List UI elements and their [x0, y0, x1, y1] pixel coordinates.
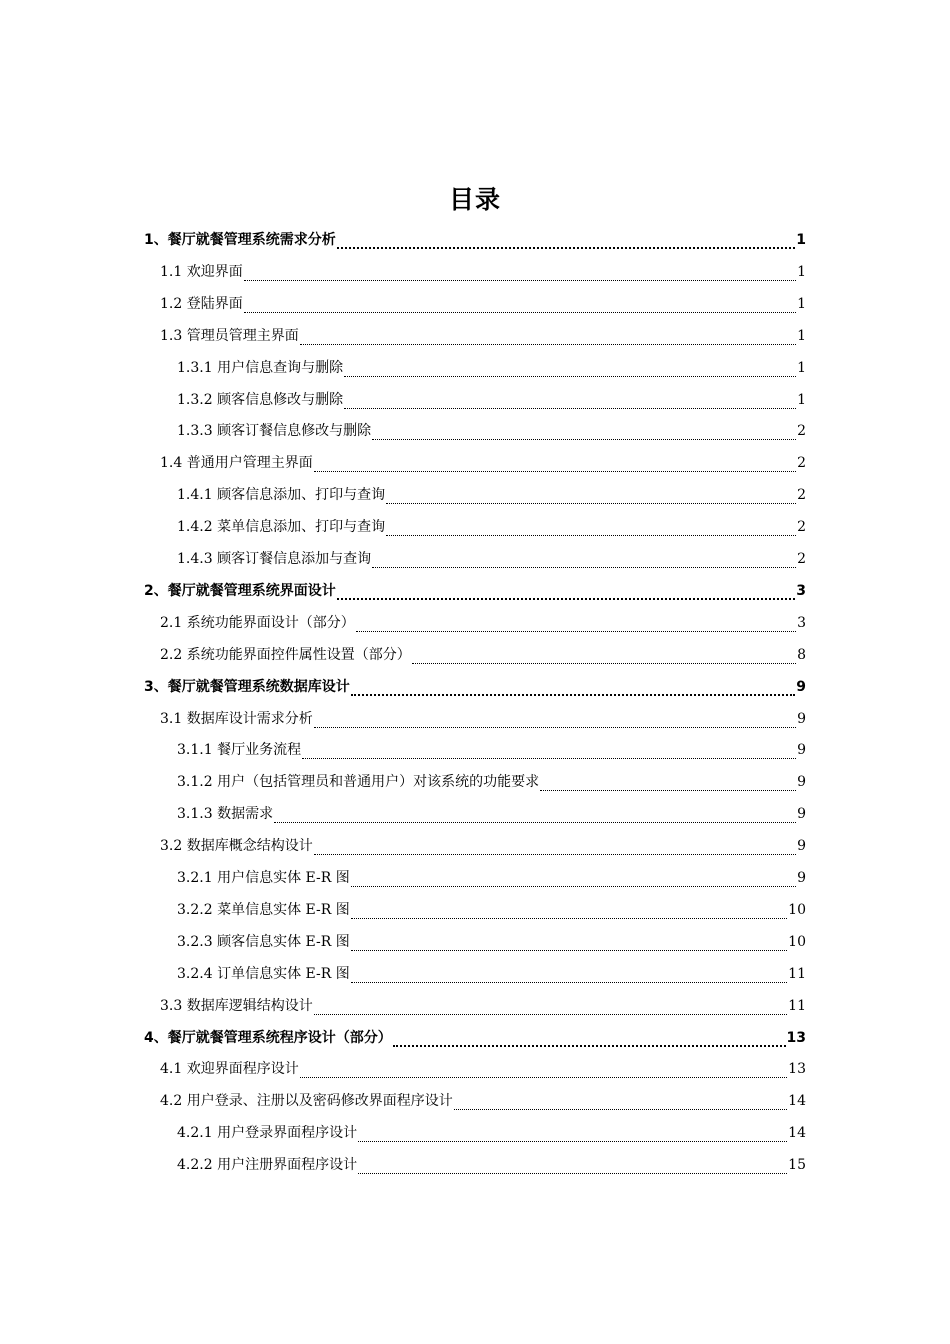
toc-entry-title: 3.2.2 菜单信息实体 E-R 图: [177, 902, 350, 918]
toc-entry-title: 3.1.3 数据需求: [177, 806, 274, 822]
toc-entry-title: 1、餐厅就餐管理系统需求分析: [144, 232, 336, 248]
toc-entry-title: 4、餐厅就餐管理系统程序设计（部分）: [144, 1030, 392, 1046]
toc-entry-title: 4.2 用户登录、注册以及密码修改界面程序设计: [160, 1093, 453, 1109]
toc-entry-title: 4.2.1 用户登录界面程序设计: [177, 1125, 358, 1141]
toc-page-number: 2: [797, 551, 806, 567]
toc-page-number: 8: [797, 647, 806, 663]
toc-dot-leader: [244, 266, 796, 281]
toc-entry-title: 2.1 系统功能界面设计（部分）: [160, 615, 355, 631]
toc-page-number: 10: [788, 934, 806, 950]
toc-entry-title: 1.4 普通用户管理主界面: [160, 455, 313, 471]
toc-dot-leader: [372, 425, 796, 440]
toc-entry[interactable]: [177, 484, 806, 506]
toc-page-number: 9: [797, 742, 806, 758]
toc-entry-title: 3.2.3 顾客信息实体 E-R 图: [177, 934, 350, 950]
toc-entry[interactable]: [144, 580, 806, 602]
toc-entry[interactable]: [177, 1154, 806, 1176]
toc-dot-leader: [314, 713, 796, 728]
toc-dot-leader: [358, 1159, 787, 1174]
toc-dot-leader: [351, 680, 796, 696]
toc-dot-leader: [412, 649, 796, 664]
toc-entry[interactable]: [144, 229, 806, 251]
toc-entry[interactable]: [177, 963, 806, 985]
toc-dot-leader: [393, 1031, 786, 1047]
toc-page-number: 1: [797, 328, 806, 344]
toc-dot-leader: [314, 1000, 787, 1015]
toc-dot-leader: [344, 362, 796, 377]
toc-dot-leader: [454, 1095, 787, 1110]
toc-entry[interactable]: [160, 835, 806, 857]
toc-page-number: 15: [788, 1157, 806, 1173]
toc-entry[interactable]: [177, 899, 806, 921]
toc-dot-leader: [300, 330, 796, 345]
toc-entry-title: 1.2 登陆界面: [160, 296, 243, 312]
toc-entry[interactable]: [177, 771, 806, 793]
toc-entry[interactable]: [177, 516, 806, 538]
toc-page-number: 9: [797, 774, 806, 790]
toc-entry[interactable]: [177, 803, 806, 825]
toc-page-number: 11: [788, 966, 806, 982]
toc-entry[interactable]: [160, 1058, 806, 1080]
toc-entry[interactable]: [177, 420, 806, 442]
toc-entry[interactable]: [160, 325, 806, 347]
toc-entry[interactable]: [177, 1122, 806, 1144]
toc-page-number: 11: [788, 998, 806, 1014]
toc-page-number: 14: [788, 1125, 806, 1141]
toc-dot-leader: [386, 489, 796, 504]
toc-title: 目录: [448, 185, 501, 214]
toc-entry[interactable]: [160, 612, 806, 634]
toc-page-number: 14: [788, 1093, 806, 1109]
toc-entry-title: 1.4.3 顾客订餐信息添加与查询: [177, 551, 372, 567]
toc-dot-leader: [300, 1063, 787, 1078]
toc-entry-title: 1.4.2 菜单信息添加、打印与查询: [177, 519, 386, 535]
toc-entry[interactable]: [177, 739, 806, 761]
toc-page-number: 1: [797, 296, 806, 312]
toc-page-number: 1: [797, 392, 806, 408]
toc-entry-title: 2.2 系统功能界面控件属性设置（部分）: [160, 647, 411, 663]
toc-entry-title: 1.1 欢迎界面: [160, 264, 243, 280]
toc-dot-leader: [351, 872, 796, 887]
toc-page-number: 3: [797, 615, 806, 631]
toc-page-number: 9: [797, 711, 806, 727]
toc-entry-title: 3、餐厅就餐管理系统数据库设计: [144, 679, 350, 695]
toc-entry-title: 3.2.4 订单信息实体 E-R 图: [177, 966, 350, 982]
toc-dot-leader: [351, 968, 787, 983]
toc-entry-title: 3.1.2 用户（包括管理员和普通用户）对该系统的功能要求: [177, 774, 540, 790]
toc-dot-leader: [314, 457, 796, 472]
toc-page-number: 13: [788, 1061, 806, 1077]
toc-dot-leader: [540, 776, 796, 791]
toc-entry[interactable]: [160, 1090, 806, 1112]
toc-entry-title: 1.3.2 顾客信息修改与删除: [177, 392, 344, 408]
toc-dot-leader: [344, 394, 796, 409]
toc-dot-leader: [351, 904, 787, 919]
toc-page-number: 9: [796, 679, 806, 695]
toc-dot-leader: [358, 1127, 787, 1142]
toc-entry-title: 1.4.1 顾客信息添加、打印与查询: [177, 487, 386, 503]
toc-dot-leader: [274, 808, 796, 823]
toc-entry-title: 3.2.1 用户信息实体 E-R 图: [177, 870, 350, 886]
toc-page-number: 9: [797, 838, 806, 854]
toc-entry-title: 4.2.2 用户注册界面程序设计: [177, 1157, 358, 1173]
toc-entry[interactable]: [177, 548, 806, 570]
toc-entry[interactable]: [160, 644, 806, 666]
toc-page-number: 2: [797, 455, 806, 471]
toc-entry-title: 3.3 数据库逻辑结构设计: [160, 998, 313, 1014]
toc-entry-title: 3.1.1 餐厅业务流程: [177, 742, 302, 758]
toc-entry[interactable]: [177, 357, 806, 379]
toc-entry[interactable]: [160, 293, 806, 315]
toc-entry[interactable]: [177, 867, 806, 889]
toc-dot-leader: [372, 553, 796, 568]
toc-entry[interactable]: [160, 708, 806, 730]
toc-entry-title: 3.2 数据库概念结构设计: [160, 838, 313, 854]
toc-page-number: 1: [797, 264, 806, 280]
toc-page-number: 9: [797, 870, 806, 886]
toc-page-number: 1: [796, 232, 806, 248]
toc-entry-title: 4.1 欢迎界面程序设计: [160, 1061, 299, 1077]
toc-page-number: 1: [797, 360, 806, 376]
toc-page-number: 9: [797, 806, 806, 822]
toc-dot-leader: [351, 936, 787, 951]
toc-page-number: 2: [797, 423, 806, 439]
toc-page-number: 13: [786, 1030, 806, 1046]
toc-entry[interactable]: [160, 452, 806, 474]
toc-entry-title: 2、餐厅就餐管理系统界面设计: [144, 583, 336, 599]
toc-page-number: 2: [797, 519, 806, 535]
toc-page-number: 3: [796, 583, 806, 599]
toc-entry-title: 1.3 管理员管理主界面: [160, 328, 299, 344]
toc-entry[interactable]: [160, 261, 806, 283]
toc-dot-leader: [337, 584, 796, 600]
toc-dot-leader: [314, 840, 796, 855]
toc-dot-leader: [356, 617, 796, 632]
toc-entry[interactable]: [160, 995, 806, 1017]
toc-entry[interactable]: [144, 1027, 806, 1049]
toc-entry[interactable]: [144, 676, 806, 698]
toc-entry-title: 1.3.3 顾客订餐信息修改与删除: [177, 423, 372, 439]
toc-page-number: 2: [797, 487, 806, 503]
toc-entry-title: 3.1 数据库设计需求分析: [160, 711, 313, 727]
toc-dot-leader: [244, 298, 796, 313]
toc-page-number: 10: [788, 902, 806, 918]
toc-entry[interactable]: [177, 931, 806, 953]
toc-dot-leader: [302, 744, 796, 759]
toc-entry-title: 1.3.1 用户信息查询与删除: [177, 360, 344, 376]
toc-entry[interactable]: [177, 389, 806, 411]
toc-dot-leader: [386, 521, 796, 536]
toc-dot-leader: [337, 233, 796, 249]
